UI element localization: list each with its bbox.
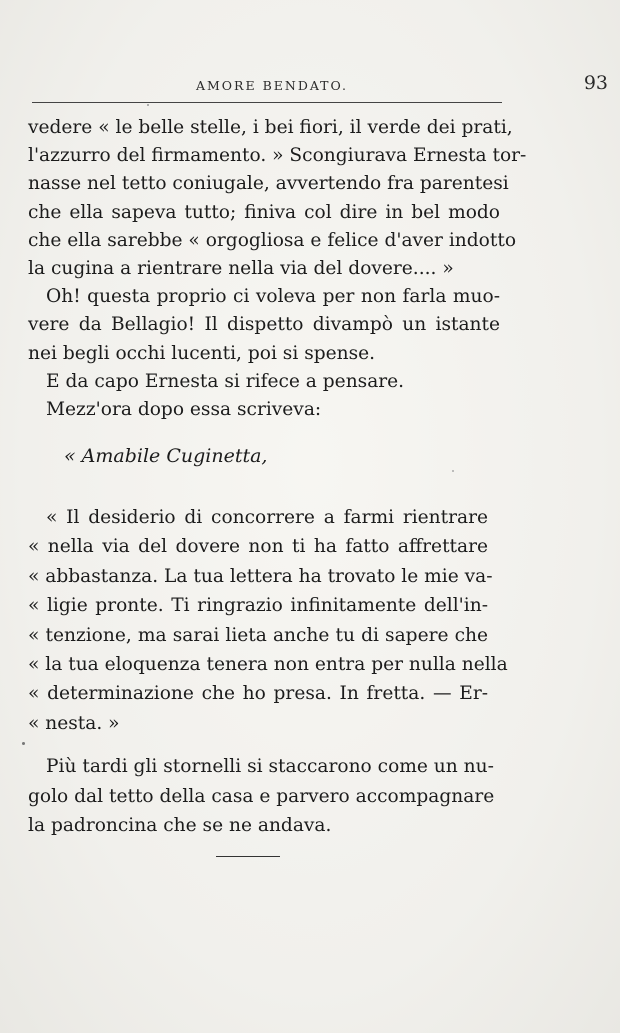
- paragraph: [28, 396, 500, 424]
- paragraph: [28, 283, 500, 368]
- header-rule: [32, 102, 502, 103]
- paragraph: [28, 368, 500, 396]
- ink-speck: [22, 742, 25, 745]
- text-line: Mezz'ora dopo essa scriveva:: [46, 398, 322, 420]
- text-line: che ella sarebbe « orgogliosa e felice d'aver indotto: [28, 229, 517, 251]
- text-line: vere da Bellagio! Il dispetto divampò un istante: [28, 314, 500, 336]
- letter-line: « nesta. »: [28, 712, 120, 734]
- ink-speck: [147, 104, 149, 106]
- closing-paragraph: [28, 752, 495, 841]
- running-head: [32, 72, 608, 98]
- letter-line: « la tua eloquenza tenera non entra per nulla nella: [28, 653, 508, 675]
- end-rule: [216, 856, 280, 857]
- text-line: la cugina a rientrare nella via del dovere.... »: [28, 257, 454, 279]
- text-line: che ella sapeva tutto; finiva col dire in bel modo: [28, 201, 500, 223]
- text-line: golo dal tetto della casa e parvero accompagnare: [28, 785, 495, 807]
- text-line: Oh! questa proprio ci voleva per non farla muo-: [46, 286, 500, 308]
- page-number: 93: [583, 72, 608, 94]
- body-text: [28, 114, 527, 424]
- letter-greeting: « Amabile Cuginetta,: [64, 445, 268, 467]
- letter-line: « Il desiderio di concorrere a farmi rientrare: [46, 507, 488, 528]
- text-line: nasse nel tetto coniugale, avvertendo fra parentesi: [28, 173, 509, 195]
- letter-line: « determinazione che ho presa. In fretta. — Er-: [28, 683, 488, 705]
- text-line: vedere « le belle stelle, i bei fiori, il verde dei prati,: [28, 117, 513, 138]
- text-line: Più tardi gli stornelli si staccarono come un nu-: [46, 756, 494, 777]
- text-line: E da capo Ernesta si rifece a pensare.: [46, 370, 405, 392]
- text-line: nei begli occhi lucenti, poi si spense.: [28, 342, 376, 364]
- letter-line: « tenzione, ma sarai lieta anche tu di sapere che: [28, 624, 488, 646]
- letter-body: [28, 503, 508, 738]
- running-title: AMORE BENDATO.: [195, 78, 349, 93]
- letter-line: « nella via del dovere non ti ha fatto affrettare: [28, 536, 488, 558]
- paragraph: [28, 114, 527, 283]
- ink-speck: [452, 470, 454, 472]
- text-line: la padroncina che se ne andava.: [28, 815, 332, 837]
- letter-line: « ligie pronte. Ti ringrazio infinitamente dell'in-: [28, 595, 488, 617]
- text-line: l'azzurro del firmamento. » Scongiurava Ernesta tor-: [28, 145, 527, 167]
- letter-line: « abbastanza. La tua lettera ha trovato le mie va-: [28, 565, 493, 587]
